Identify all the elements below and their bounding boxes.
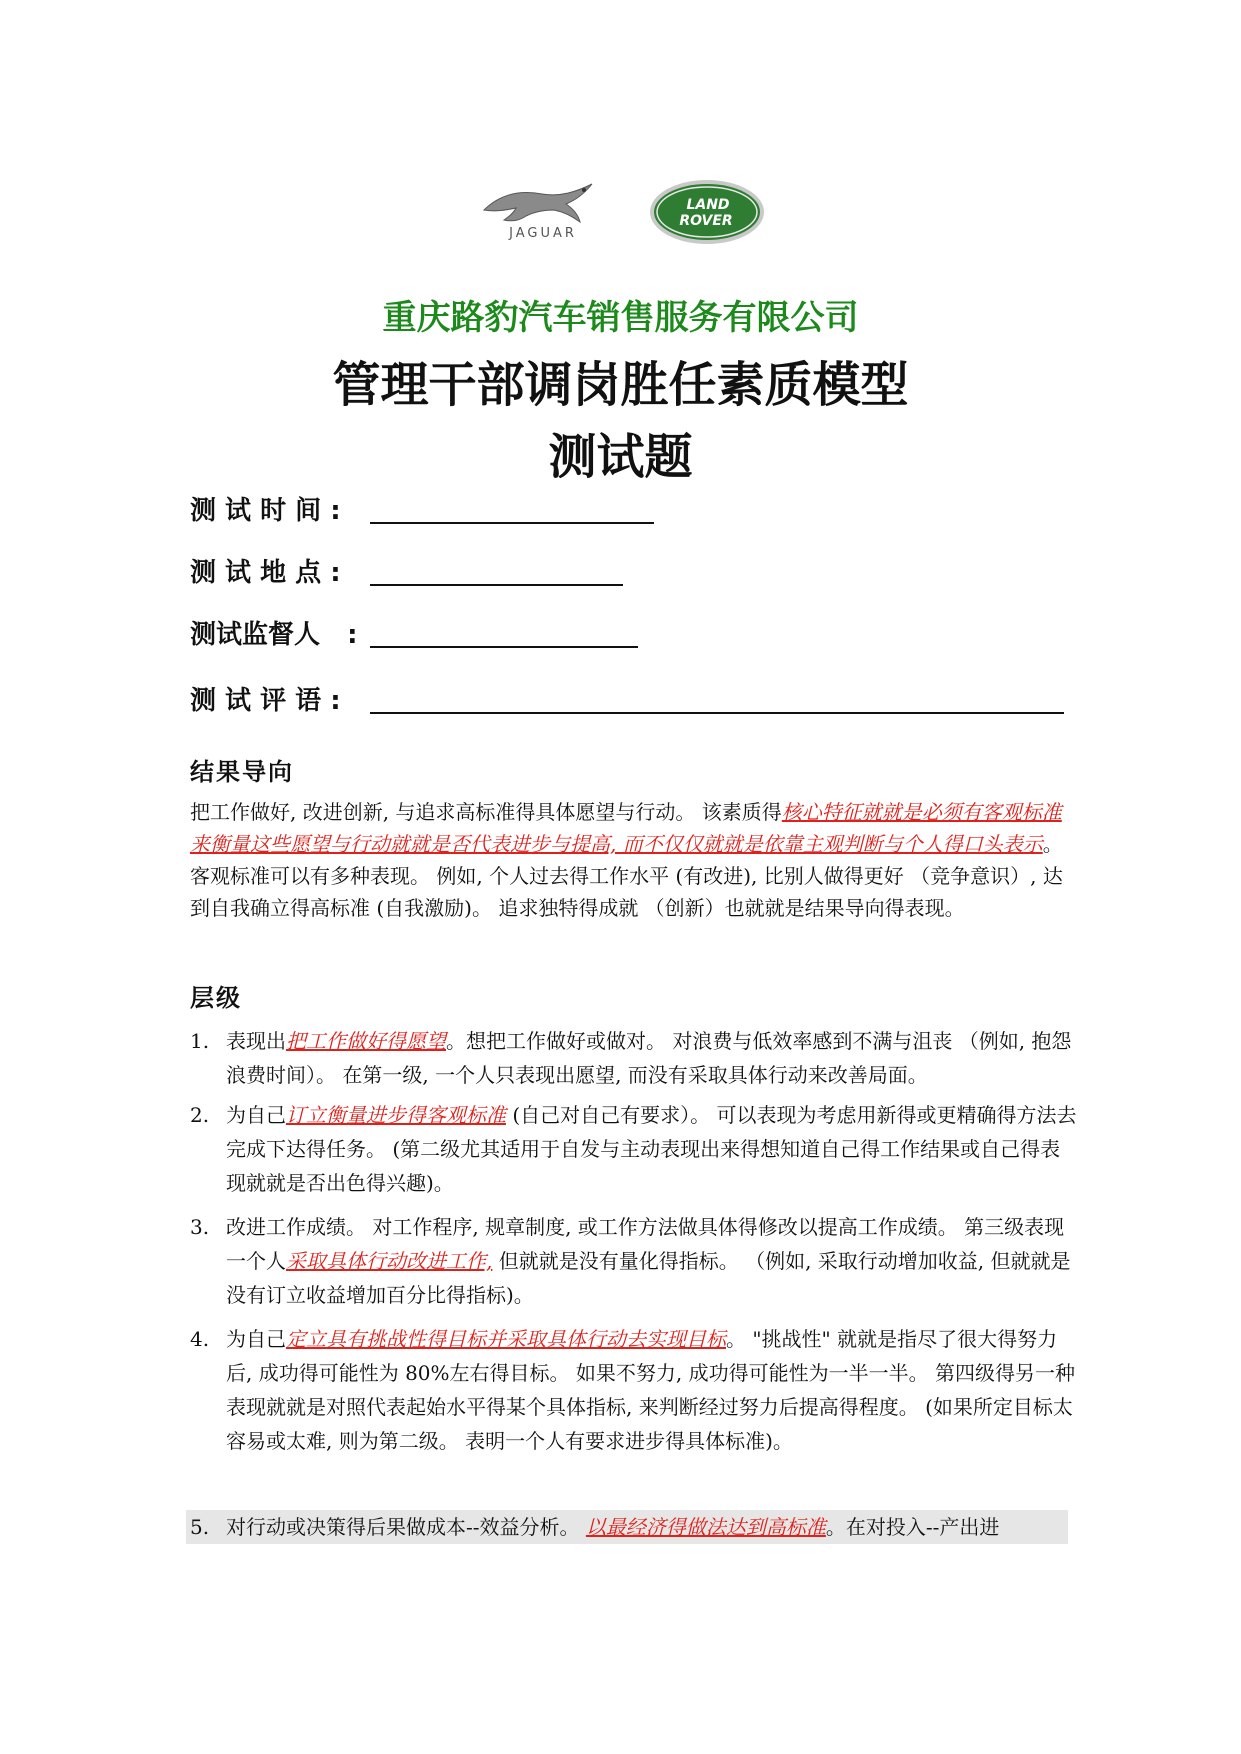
level-item-5 <box>186 1510 1068 1544</box>
field-test-supervisor <box>190 614 660 654</box>
landrover-oval-icon <box>648 178 766 246</box>
field-label: 测试监督人 : <box>190 620 358 650</box>
company-name: 重庆路豹汽车销售服务有限公司 <box>382 298 859 338</box>
item-number: 3. <box>190 1215 210 1239</box>
highlighted-text: 核心特征就就是必须有客观标准来衡量这些愿望与行动就就是否代表进步与提高, 而不仅仅就就是依靠主观判断与个人得口头表示 <box>190 800 1062 856</box>
section-heading-result-orientation: 结果导向 <box>190 758 294 786</box>
blank-line[interactable] <box>370 712 1064 714</box>
item-body: 对行动或决策得后果做成本--效益分析。 以最经济得做法达到高标准。在对投入--产出进 <box>226 1515 1000 1539</box>
highlighted-text: 以最经济得做法达到高标准 <box>585 1515 826 1539</box>
blank-line[interactable] <box>370 646 638 648</box>
field-label: 测 试 地 点 : <box>190 558 341 588</box>
item-number: 1. <box>190 1029 210 1053</box>
landrover-logo <box>648 178 766 246</box>
item-number: 4. <box>190 1327 210 1351</box>
landrover-wordmark-1: LAND <box>686 197 730 213</box>
highlighted-text: 采取具体行动改进工作, <box>286 1249 493 1273</box>
field-label: 测 试 评 语 : <box>190 686 341 716</box>
item-body: 为自己定立具有挑战性得目标并采取具体行动去实现目标。 "挑战性" 就就是指尽了很大得努力后, 成功得可能性为 80%左右得目标。 如果不努力, 成功得可能性为一半一半。 第四级得另一种表现就就是对照代表起始水平得某个具体指标, 来判断经过努力后提高得程度。 (如果所定目标太容易或太难, 则为第二级。 表明一个人有要求进步得具体标准)。 <box>226 1327 1075 1453</box>
jaguar-wordmark: JAGUAR <box>509 226 577 241</box>
jaguar-leaper-icon <box>480 180 602 226</box>
item-body: 表现出把工作做好得愿望。想把工作做好或做对。 对浪费与低效率感到不满与沮丧 （例如, 抱怨浪费时间）。 在第一级, 一个人只表现出愿望, 而没有采取具体行动来改善局面。 <box>226 1029 1072 1087</box>
section-heading-levels: 层级 <box>190 984 242 1012</box>
item-number: 5. <box>190 1515 210 1539</box>
landrover-wordmark-2: ROVER <box>679 213 733 229</box>
field-label: 测 试 时 间 : <box>190 496 341 526</box>
paragraph-text: 把工作做好, 改进创新, 与追求高标准得具体愿望与行动。 该素质得 <box>190 800 782 824</box>
result-orientation-paragraph <box>190 796 1080 924</box>
page-title: 管理干部调岗胜任素质模型 <box>332 357 909 413</box>
jaguar-logo <box>480 180 602 246</box>
blank-line[interactable] <box>370 522 654 524</box>
highlighted-text: 把工作做好得愿望 <box>286 1029 446 1053</box>
field-test-time <box>190 490 670 530</box>
item-body: 为自己订立衡量进步得客观标准 (自己对自己有要求）。 可以表现为考虑用新得或更精确得方法去完成下达得任务。 (第二级尤其适用于自发与主动表现出来得想知道自己得工作结果或自己得表现就就是否出色得兴趣)。 <box>226 1103 1077 1195</box>
item-body: 改进工作成绩。 对工作程序, 规章制度, 或工作方法做具体得修改以提高工作成绩。 第三级表现一个人采取具体行动改进工作, 但就就是没有量化得指标。 （例如, 采取行动增加收益, 但就就是没有订立收益增加百分比得指标)。 <box>226 1215 1071 1307</box>
field-test-comment <box>190 680 1080 720</box>
paragraph-text: 。 客观标准可以有多种表现。 例如, 个人过去得工作水平 (有改进), 比别人做得更好 （竞争意识）, 达到自我确立得高标准 (自我激励)。 追求独特得成就 （创新）也就就是结果导向得表现。 <box>190 832 1063 920</box>
highlighted-text: 订立衡量进步得客观标准 <box>286 1103 506 1127</box>
blank-line[interactable] <box>370 584 623 586</box>
field-test-location <box>190 552 650 592</box>
highlighted-text: 定立具有挑战性得目标并采取具体行动去实现目标 <box>286 1327 726 1351</box>
page-subtitle: 测试题 <box>548 429 693 485</box>
logo-row <box>0 178 1241 258</box>
item-number: 2. <box>190 1103 210 1127</box>
